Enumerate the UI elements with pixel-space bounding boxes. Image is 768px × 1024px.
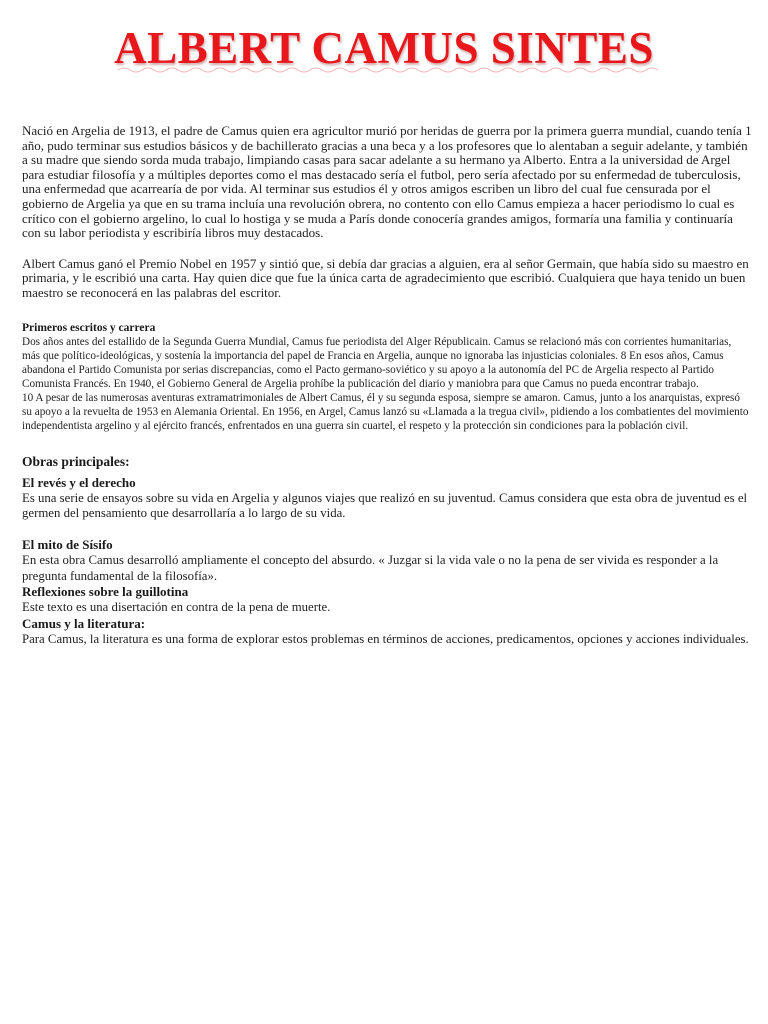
- spacer: [22, 301, 752, 321]
- work-description: Este texto es una disertación en contra de la pena de muerte.: [22, 600, 331, 615]
- spacer: [22, 433, 752, 453]
- intro-paragraph-2: Albert Camus ganó el Premio Nobel en 1957 y sintió que, si debía dar gracias a alguien, era al señor Germain, que había sido su maestro en primaria, y le escribió una carta. Hay quien dice que fue la única carta de agradecimiento que escribió. Cualquiera que haya tenido un buen maestro se reconocerá en las palabras del escritor.: [22, 255, 749, 300]
- title-underline-decoration: [118, 66, 658, 74]
- document-body: [22, 124, 752, 647]
- spacer: [22, 241, 752, 257]
- work-description: Para Camus, la literatura es una forma de explorar estos problemas en términos de acciones, predicamentos, opciones y acciones individuales.: [22, 631, 749, 646]
- work-description: En esta obra Camus desarrolló ampliamente el concepto del absurdo. « Juzgar si la vida vale o no la pena de ser vivida es responder a la pregunta fundamental de la filosofía».: [22, 553, 719, 583]
- early-career-heading: Primeros escritos y carrera: [22, 321, 156, 334]
- work-title: Camus y la literatura:: [22, 615, 146, 631]
- work-title: Reflexiones sobre la guillotina: [22, 584, 189, 600]
- page-title: ALBERT CAMUS SINTES: [114, 23, 654, 73]
- spacer: [22, 521, 752, 537]
- work-description: Es una serie de ensayos sobre su vida en Argelia y algunos viajes que realizó en su juventud. Camus considera que esta obra de juventud es el germen del pensamiento que desarrollaría a lo largo de su vida.: [22, 490, 748, 520]
- work-title: El revés y el derecho: [22, 474, 136, 490]
- early-career-paragraph-2: 10 A pesar de las numerosas aventuras extramatrimoniales de Albert Camus, él y su segunda esposa, siempre se amaron. Camus, junto a los anarquistas, expresó su apoyo a la revuelta de 1953 en Alemania Oriental. En 1956, en Argel, Camus lanzó su «Llamada a la tregua civil», pidiendo a los combatientes del movimiento independentista argelino y al ejército francés, enfrentados en una guerra sin cuartel, el respeto y la protección sin condiciones para la población civil.: [22, 391, 749, 432]
- work-title: El mito de Sísifo: [22, 537, 113, 553]
- main-works-heading: Obras principales:: [22, 453, 130, 469]
- early-career-paragraph-1: Dos años antes del estallido de la Segunda Guerra Mundial, Camus fue periodista del Alger Républicain. Camus se relacionó más con corrientes humanitarias, más que político-ideológicas, y sostenía la importancia del papel de Francia en Argelia, aunque no ignoraba las injusticias coloniales. 8 En esos años, Camus abandona el Partido Comunista por serias discrepancias, como el Pacto germano-soviético y su apoyo a la autonomía del PC de Argelia respecto al Partido Comunista Francés. En 1940, el Gobierno General de Argelia prohíbe la publicación del diario y maniobra para que Camus no pueda encontrar trabajo.: [22, 335, 732, 390]
- intro-paragraph-1: Nació en Argelia de 1913, el padre de Camus quien era agricultor murió por heridas de guerra por la primera guerra mundial, cuando tenía 1 año, pudo terminar sus estudios básicos y de bachillerato gracias a una beca y a los profesores que lo alentaban a seguir adelante, y también a su madre que siendo sorda muda trabajo, limpiando casas para sacar adelante a su hermano ya Alberto. Entra a la universidad de Argel para estudiar filosofía y a múltiples deportes como el mas destacado sería el futbol, pero sería afectado por su enfermedad de tuberculosis, una enfermedad que acarrearía de por vida. Al terminar sus estudios él y otros amigos escriben un libro del cual fue censurada por el gobierno de Argelia ya que en su trama incluía una revolución obrera, no contento con ello Camus empieza a hacer periodismo lo cual es crítico con el gobierno argelino, lo cual lo hostiga y se muda a París donde conocería grandes amigos, formaría una familia y continuaría con su labor periodista y escribiría libros muy destacados.: [22, 123, 752, 241]
